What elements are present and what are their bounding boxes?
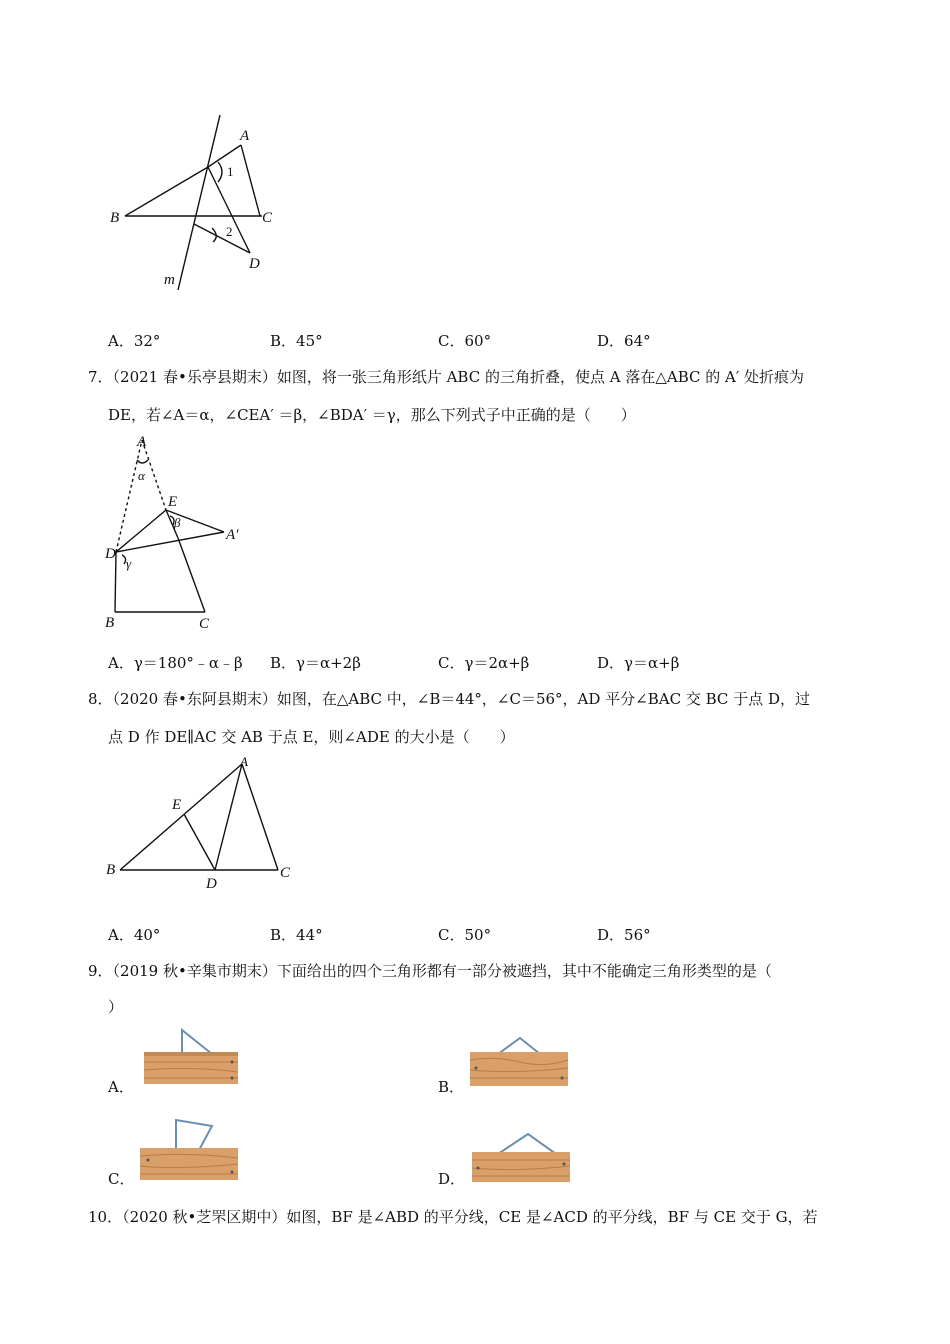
q6-label-m: m <box>164 272 175 288</box>
q8-text-line1: 8．（2020 春•东阿县期末）如图，在△ABC 中，∠B＝44°，∠C＝56°，AD 平分∠BAC 交 BC 于点 D，过 <box>88 690 810 708</box>
q7-option-b[interactable]: B．γ＝α+2β <box>270 654 361 672</box>
q9-option-d-image[interactable] <box>468 1124 574 1184</box>
q7-label-c: C <box>199 616 210 632</box>
q8-option-c[interactable]: C．50° <box>438 926 492 944</box>
q7-label-alpha: α <box>138 468 145 483</box>
q6-option-a[interactable]: A．32° <box>108 332 161 350</box>
q6-label-c: C <box>262 210 273 226</box>
q8-option-b[interactable]: B．44° <box>270 926 323 944</box>
q7-label-gamma: γ <box>126 556 132 571</box>
q7-figure <box>100 430 260 635</box>
q8-label-b: B <box>106 862 116 878</box>
line-m <box>178 115 220 290</box>
q10-text-line1: 10．（2020 秋•芝罘区期中）如图，BF 是∠ABD 的平分线，CE 是∠ACD 的平分线，BF 与 CE 交于 G，若 <box>88 1208 818 1226</box>
segment-ac <box>241 145 260 216</box>
q6-option-d[interactable]: D．64° <box>597 332 651 350</box>
q6-label-1: 1 <box>227 164 234 179</box>
q6-option-b[interactable]: B．45° <box>270 332 323 350</box>
q7-label-e: E <box>168 494 178 510</box>
q9-text-line2: ） <box>108 998 124 1016</box>
q8-text-line2: 点 D 作 DE∥AC 交 AB 于点 E，则∠ADE 的大小是（ ） <box>108 728 515 746</box>
q8-label-a: A <box>240 754 248 769</box>
q7-option-d[interactable]: D．γ＝α+β <box>597 654 680 672</box>
q9-option-c-image[interactable] <box>136 1114 242 1184</box>
q9-option-a-image[interactable] <box>140 1026 240 1088</box>
q9-option-a-label[interactable]: A． <box>108 1078 134 1096</box>
q9-option-d-label[interactable]: D． <box>438 1170 466 1188</box>
q9-option-b-label[interactable]: B． <box>438 1078 465 1096</box>
q8-option-a[interactable]: A．40° <box>108 926 161 944</box>
q7-option-c[interactable]: C．γ＝2α+β <box>438 654 530 672</box>
q8-label-d: D <box>206 876 217 892</box>
q7-label-d: D <box>105 546 116 562</box>
q6-figure <box>100 110 300 295</box>
q7-text-line1: 7．（2021 春•乐亭县期末）如图，将一张三角形纸片 ABC 的三角折叠，使点 A 落在△ABC 的 A′ 处折痕为 <box>88 368 805 386</box>
q9-option-c-label[interactable]: C． <box>108 1170 135 1188</box>
q7-label-a-prime: A′ <box>226 527 239 543</box>
q7-label-beta: β <box>174 515 181 530</box>
q6-label-2: 2 <box>226 224 233 239</box>
q6-label-b: B <box>110 210 120 226</box>
q9-option-b-image[interactable] <box>466 1030 572 1090</box>
q8-label-c: C <box>280 865 291 881</box>
q7-label-b: B <box>105 615 115 631</box>
q8-option-d[interactable]: D．56° <box>597 926 651 944</box>
q7-text-line2: DE，若∠A＝α，∠CEA′ ＝β，∠BDA′ ＝γ，那么下列式子中正确的是（ ） <box>108 406 636 424</box>
segment-ba <box>125 167 208 216</box>
q6-option-c[interactable]: C．60° <box>438 332 492 350</box>
q6-label-a: A <box>240 128 250 144</box>
q7-label-a: A <box>137 434 147 450</box>
q8-figure <box>100 752 300 892</box>
q8-label-e: E <box>172 797 182 813</box>
q7-option-a[interactable]: A．γ＝180°﹣α﹣β <box>108 654 243 672</box>
q6-label-d: D <box>249 256 260 272</box>
q9-text-line1: 9．（2019 秋•辛集市期末）下面给出的四个三角形都有一部分被遮挡，其中不能确定三角形类型的是（ <box>88 962 772 980</box>
